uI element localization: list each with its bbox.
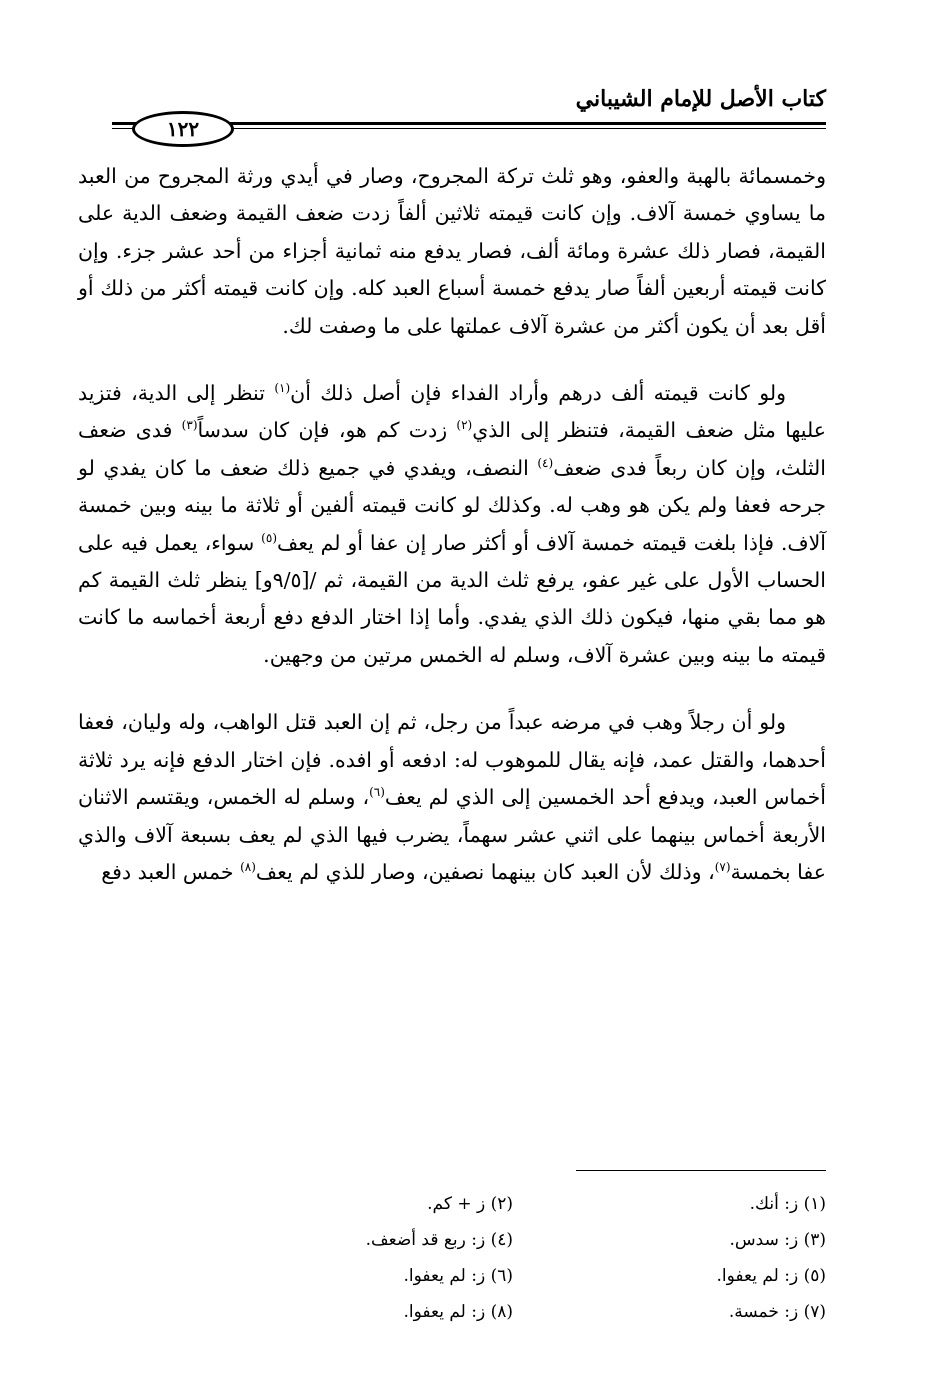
footnote-8: (٨) ز: لم يعفوا. (403, 1302, 513, 1322)
paragraph-2: ولو كانت قيمته ألف درهم وأراد الفداء فإن أصل ذلك أن$^{(١)}$ تنظر إلى الدية، فتزيد عليها مثل ضعف القيمة، فتنظر إلى الذي$^{(٢)}$ زدت كم هو، فإن كان سدساً$^{(٣)}$ فدى ضعف الثلث، وإن كان ربعاً فدى ضعف$^{(٤)}$ النصف، ويفدي في جميع ذلك ضعف ما كان يفدي لو جرحه فعفا ولم يكن هو وهب له. وكذلك لو كانت قيمته ألفين أو ثلاثة ما بينه وبين خمسة آلاف. فإذا بلغت قيمته خمسة آلاف أو أكثر صار إن عفا أو لم يعف$^{(٥)}$ سواء، يعمل فيه على الحساب الأول على غير عفو، يرفع ثلث الدية من القيمة، ثم /[٩/٥و] ينظر ثلث القيمة كم هو مما بقي منها، فيكون ذلك الذي يفدي. وأما إذا اختار الدفع دفع أربعة أخماسه ما كانت قيمته ما بينه وبين عشرة آلاف، وسلم له الخمس مرتين من وجهين. (78, 381, 827, 667)
footnote-row (200, 1258, 826, 1294)
footnote-7: (٧) ز: خمسة. (728, 1302, 826, 1322)
footnote-row (200, 1294, 826, 1330)
footnote-4: (٤) ز: ربع قد أضعف. (365, 1230, 513, 1250)
footnote-ref-1: (١) (274, 381, 291, 396)
footnote-6: (٦) ز: لم يعفوا. (403, 1266, 513, 1286)
footnote-ref-5: (٥) (261, 530, 277, 545)
paragraph-3: ولو أن رجلاً وهب في مرضه عبداً من رجل، ثم إن العبد قتل الواهب، وله وليان، فعفا أحدهما، والقتل عمد، فإنه يقال للموهوب له: ادفعه أو افده. فإن اختار الدفع فإنه يرد ثلاثة أخماس العبد، ويدفع أحد الخمسين إلى الذي لم يعف$^{(٦)}$، وسلم له الخمس، ويقتسم الاثنان الأربعة أخماس بينهما على اثني عشر سهماً، يضرب فيها الذي لم يعف بسبعة آلاف والذي عفا بخمسة$^{(٧)}$، وذلك لأن العبد كان بينهما نصفين، وصار للذي لم يعف$^{(٨)}$ خمس العبد دفع (78, 710, 826, 884)
footnotes (200, 1186, 826, 1330)
running-title: كتاب الأصل للإمام الشيباني (575, 86, 826, 112)
main-text (78, 158, 826, 1158)
footnote-ref-3: (٣) (181, 418, 198, 433)
footnote-ref-6: (٦) (369, 785, 385, 800)
paragraph-1: وخمسمائة بالهبة والعفو، وهو ثلث تركة المجروح، وصار في أيدي ورثة المجروح من العبد ما يساوي خمسة آلاف. وإن كانت قيمته ثلاثين ألفاً زدت ضعف القيمة وضعف الدية على القيمة، فصار ذلك عشرة ومائة ألف، فصار يدفع منه ثمانية أجزاء من أحد عشر جزء. وإن كانت قيمته أربعين ألفاً صار يدفع خمسة أسباع العبد كله. وإن كانت قيمته أكثر من ذلك أو أقل بعد أن يكون أكثر من عشرة آلاف عملتها على ما وصفت لك. (78, 164, 826, 338)
footnote-5: (٥) ز: لم يعفوا. (716, 1266, 826, 1286)
footnote-row (200, 1186, 826, 1222)
page-number: ١٢٢ (132, 111, 234, 147)
footnote-1: (١) ز: أنك. (749, 1194, 826, 1214)
footnote-ref-2: (٢) (456, 418, 473, 433)
footnote-3: (٣) ز: سدس. (729, 1230, 826, 1250)
footnote-ref-4: (٤) (537, 456, 554, 471)
footnote-separator (576, 1170, 826, 1171)
footnote-row (200, 1222, 826, 1258)
page-header (112, 84, 826, 144)
footnote-2: (٢) ز + كم. (427, 1194, 513, 1214)
footnote-ref-7: (٧) (714, 860, 731, 875)
footnote-ref-8: (٨) (240, 860, 256, 875)
